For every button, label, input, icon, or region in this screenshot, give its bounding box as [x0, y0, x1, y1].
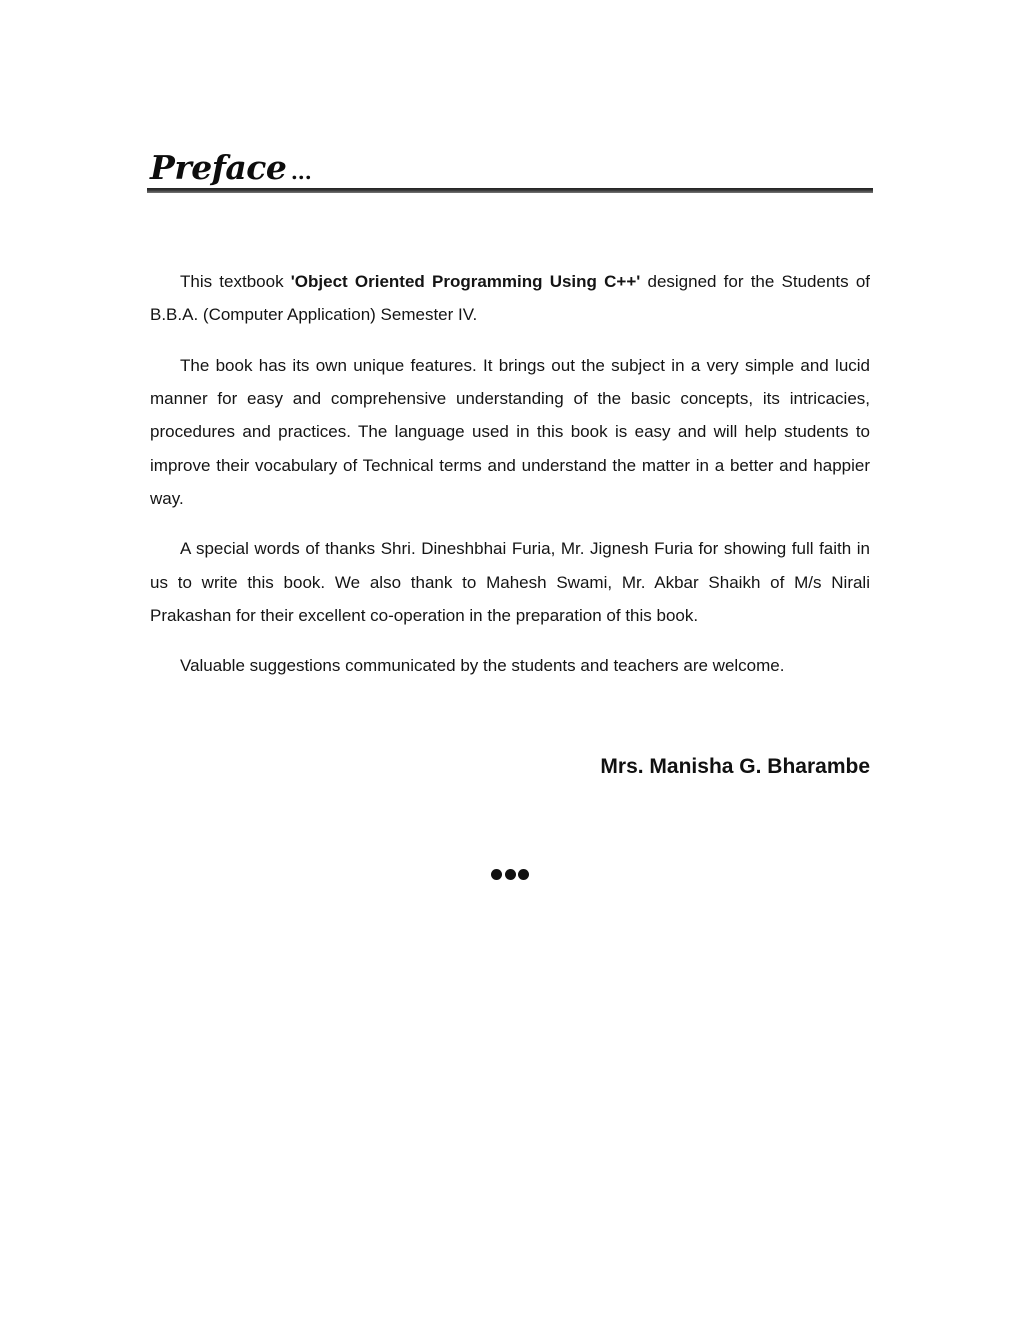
- page-heading: [150, 148, 872, 188]
- paragraph-intro-tail: designed for the Students of B.B.A. (Computer Application) Semester IV.: [150, 272, 871, 325]
- author-signature: Mrs. Manisha G. Bharambe: [600, 755, 870, 778]
- heading-ellipsis: ...: [290, 160, 312, 184]
- paragraph-thanks: A special words of thanks Shri. Dineshbhai Furia, Mr. Jignesh Furia for showing full faith in us to write this book. We also thank to Mahesh Swami, Mr. Akbar Shaikh of M/s Nirali Prakashan for their excellent co-operation in the preparation of this book.: [150, 539, 870, 626]
- end-dot: [491, 869, 502, 880]
- paragraph-suggestions: Valuable suggestions communicated by the students and teachers are welcome.: [180, 656, 785, 676]
- end-dot: [518, 869, 529, 880]
- heading-title: Preface: [150, 148, 287, 187]
- heading-underline-rule: [147, 188, 873, 193]
- preface-body: [150, 265, 870, 700]
- end-of-section-dots-icon: [491, 868, 529, 880]
- paragraph-intro-lead: This textbook: [180, 272, 291, 291]
- paragraph-intro: [150, 265, 870, 332]
- book-title: 'Object Oriented Programming Using C++': [290, 272, 641, 291]
- end-dot: [505, 869, 516, 880]
- paragraph-features: The book has its own unique features. It brings out the subject in a very simple and lucid manner for easy and comprehensive understanding of the basic concepts, its intricacies, procedures and practices. The language used in this book is easy and will help students to improve their vocabulary of Technical terms and understand the matter in a better and happier way.: [150, 355, 870, 509]
